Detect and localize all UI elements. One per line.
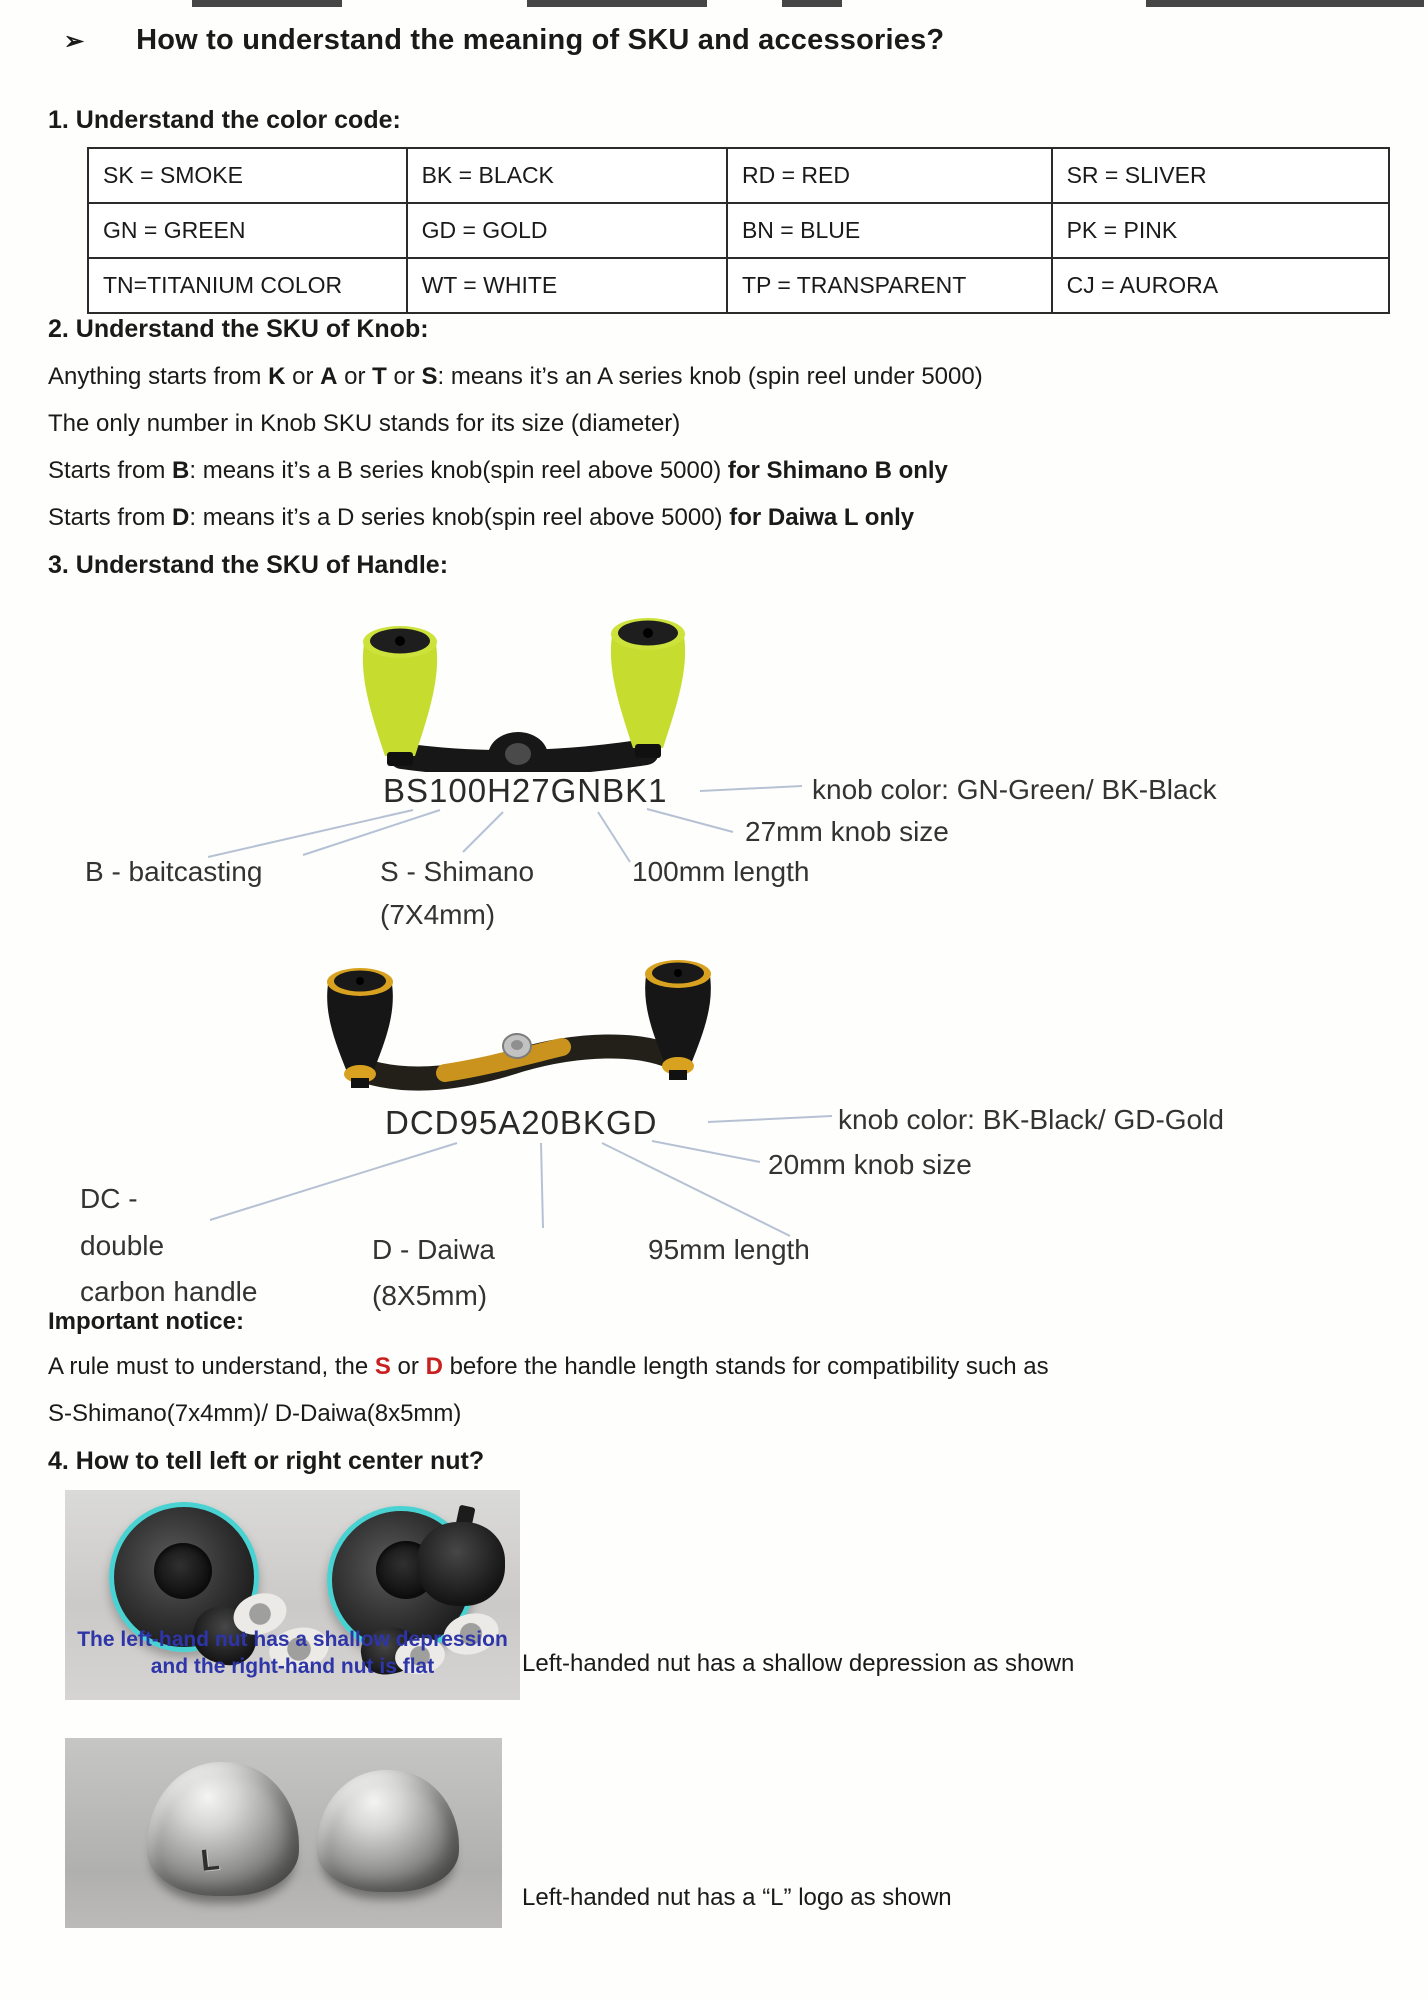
section2-heading: 2. Understand the SKU of Knob: — [48, 315, 429, 343]
handle2-length-label: 95mm length — [648, 1234, 810, 1265]
handle2-code-dc-label: DC - — [80, 1183, 138, 1214]
handle1-knob-color-label: knob color: GN-Green/ BK-Black — [812, 774, 1217, 805]
section4-heading: 4. How to tell left or right center nut? — [48, 1447, 485, 1475]
color-code-cell: BN = BLUE — [727, 203, 1052, 258]
color-code-cell: WT = WHITE — [407, 258, 727, 313]
table-row — [88, 258, 1389, 313]
knob-rule-line-1: Anything starts from K or A or T or S: means it’s an A series knob (spin reel under 5000) — [48, 363, 983, 390]
table-row — [88, 203, 1389, 258]
notice-heading: Important notice: — [48, 1308, 244, 1335]
cap-nut-right — [317, 1770, 459, 1892]
handle1-knob-size-label: 27mm knob size — [745, 816, 949, 847]
handle1-code-s-size-label: (7X4mm) — [380, 899, 496, 930]
handle2-code-d-size-label: (8X5mm) — [372, 1280, 488, 1311]
notice-line-2: S-Shimano(7x4mm)/ D-Daiwa(8x5mm) — [48, 1400, 462, 1427]
handle1-sku-label: BS100H27GNBK1 — [383, 772, 668, 809]
notice-line-1: A rule must to understand, the S or D before the handle length stands for compatibility such as — [48, 1353, 1049, 1380]
color-code-cell: CJ = AURORA — [1052, 258, 1389, 313]
photo2-side-text: Left-handed nut has a “L” logo as shown — [522, 1884, 952, 1911]
handle2-sku-label: DCD95A20BKGD — [385, 1104, 658, 1141]
top-cutoff-text-remnant — [192, 0, 342, 7]
color-code-cell: TN=TITANIUM COLOR — [88, 258, 407, 313]
color-code-cell: PK = PINK — [1052, 203, 1389, 258]
photo1-caption-line1: The left-hand nut has a shallow depression — [77, 1628, 508, 1651]
color-code-table — [87, 147, 1390, 314]
handle1-code-s-label: S - Shimano — [380, 856, 535, 887]
color-code-cell: SR = SLIVER — [1052, 148, 1389, 203]
color-code-cell: SK = SMOKE — [88, 148, 407, 203]
top-cutoff-text-remnant — [527, 0, 707, 7]
table-row — [88, 148, 1389, 203]
color-code-cell: GD = GOLD — [407, 203, 727, 258]
handle-illustration-baitcasting — [250, 580, 770, 772]
handle2-code-dc-label-3: carbon handle — [80, 1276, 258, 1307]
knob-rule-line-4: Starts from D: means it’s a D series knob(spin reel above 5000) for Daiwa L only — [48, 504, 915, 531]
photo-left-right-nut-comparison — [65, 1490, 520, 1700]
knob-right-green — [611, 618, 685, 758]
top-cutoff-text-remnant — [782, 0, 842, 7]
flat-nut-part — [417, 1522, 505, 1606]
color-code-cell: RD = RED — [727, 148, 1052, 203]
section1-heading: 1. Understand the color code: — [48, 106, 401, 134]
page-title: How to understand the meaning of SKU and accessories? — [136, 24, 945, 56]
handle2-code-d-label: D - Daiwa — [372, 1234, 495, 1265]
photo1-caption — [65, 1626, 520, 1680]
section3-heading: 3. Understand the SKU of Handle: — [48, 551, 449, 579]
photo1-caption-line2: and the right-hand nut is flat — [150, 1655, 435, 1678]
handle1-code-b-label: B - baitcasting — [85, 856, 263, 887]
knob-rule-line-3: Starts from B: means it’s a B series knob(spin reel above 5000) for Shimano B only — [48, 457, 948, 484]
photo-cap-nuts — [65, 1738, 502, 1928]
left-nut-depression — [154, 1543, 212, 1599]
l-logo-mark: L — [199, 1843, 221, 1878]
knob-rule-line-2: The only number in Knob SKU stands for its size (diameter) — [48, 410, 681, 437]
top-cutoff-text-remnant — [1146, 0, 1424, 7]
color-code-cell: TP = TRANSPARENT — [727, 258, 1052, 313]
page-title-row — [64, 24, 944, 57]
handle1-length-label: 100mm length — [632, 856, 810, 887]
knob-left-green — [363, 626, 437, 766]
handle2-knob-size-label: 20mm knob size — [768, 1149, 972, 1180]
handle2-code-dc-label-2: double — [80, 1230, 165, 1261]
color-code-cell: GN = GREEN — [88, 203, 407, 258]
photo1-side-text: Left-handed nut has a shallow depression as shown — [522, 1650, 1075, 1677]
cap-nut-left — [147, 1762, 299, 1896]
handle2-knob-color-label: knob color: BK-Black/ GD-Gold — [838, 1104, 1224, 1135]
arrow-bullet-icon: ➢ — [64, 28, 85, 55]
color-code-cell: BK = BLACK — [407, 148, 727, 203]
